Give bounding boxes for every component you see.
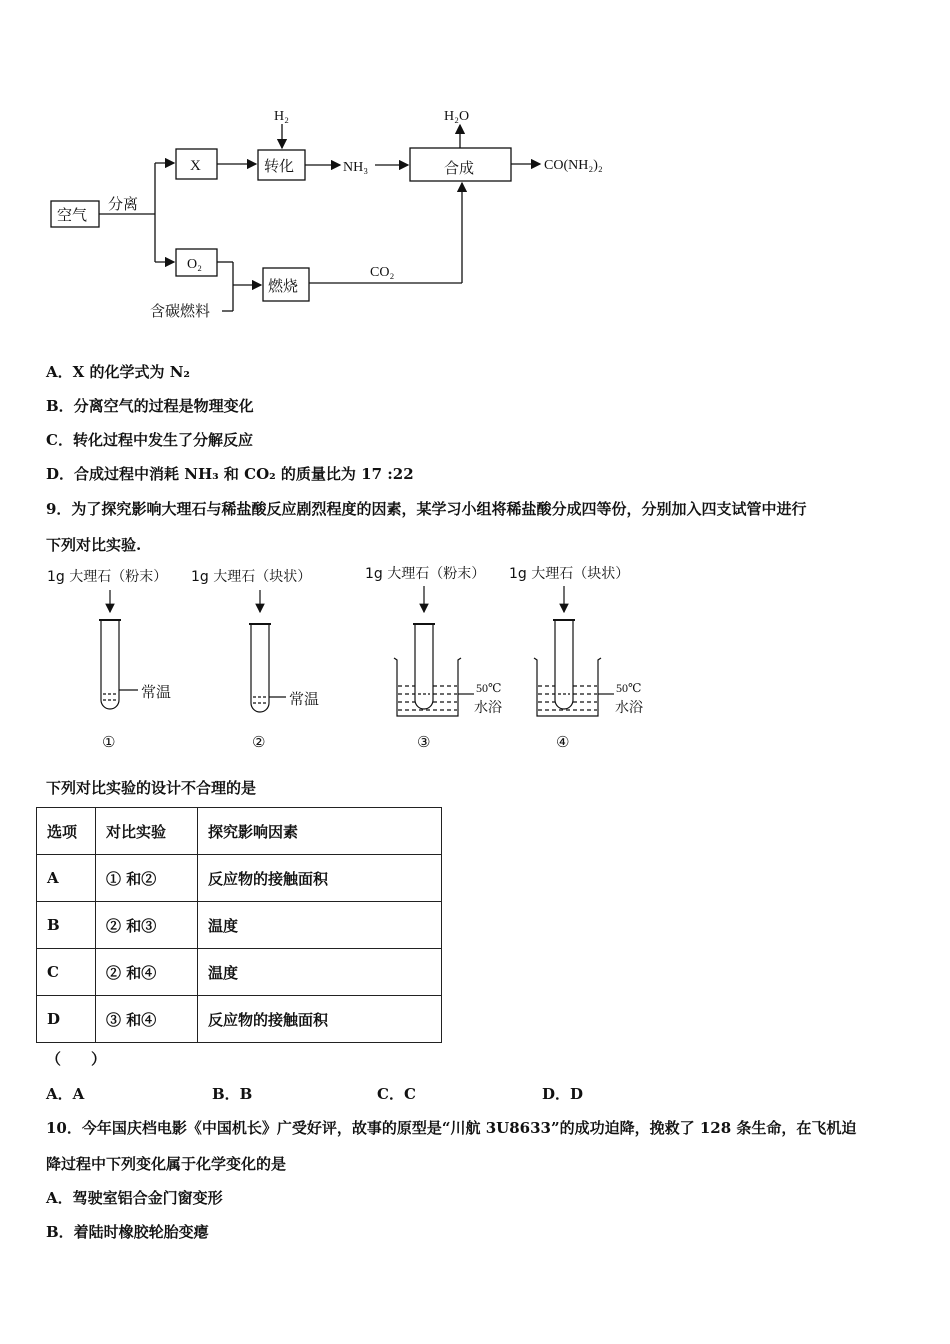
x-label: X [190, 158, 201, 174]
q9-question: 下列对比实验的设计不合理的是 [46, 779, 257, 797]
convert-label: 转化 [264, 157, 295, 175]
table-cell: ① 和② [96, 855, 198, 902]
q8-option-c: C．转化过程中发生了分解反应 [46, 431, 253, 449]
synth-label: 合成 [444, 159, 475, 177]
nh3-label: NH₃ [343, 160, 369, 175]
beaker-4-temp: 50℃ [616, 681, 642, 695]
o2-label: O₂ [187, 257, 202, 272]
table-header-cell: 对比实验 [96, 808, 198, 855]
tube-1-label: 1g 大理石（粉末） [47, 569, 168, 585]
tube-3-label: 1g 大理石（粉末） [365, 566, 486, 582]
beaker-3-temp: 50℃ [476, 681, 502, 695]
q9-option-b: B．B [212, 1085, 253, 1103]
tube-1 [101, 620, 119, 709]
table-cell: D [37, 996, 96, 1043]
table-row [37, 855, 442, 902]
tube-2-number: ② [252, 733, 266, 751]
tube-4 [555, 620, 573, 709]
table-cell: B [37, 902, 96, 949]
tube-1-room-temp: 常温 [141, 683, 172, 701]
table-cell: 温度 [198, 949, 442, 996]
q9-option-d: D．D [542, 1085, 584, 1103]
tube-2 [251, 624, 269, 712]
burn-label: 燃烧 [268, 277, 299, 295]
table-row [37, 902, 442, 949]
table-cell: A [37, 855, 96, 902]
tube-4-number: ④ [556, 733, 570, 751]
q10-option-b: B．着陆时橡胶轮胎变瘪 [46, 1223, 209, 1241]
separate-label: 分离 [108, 195, 139, 213]
table-cell: ② 和④ [96, 949, 198, 996]
table-cell: 反应物的接触面积 [198, 855, 442, 902]
tube-1-number: ① [102, 733, 116, 751]
table-row [37, 996, 442, 1043]
urea-label: CO(NH₂)₂ [544, 158, 603, 173]
table-cell: 温度 [198, 902, 442, 949]
tube-2-room-temp: 常温 [289, 690, 320, 708]
q10-stem-line2: 降过程中下列变化属于化学变化的是 [46, 1155, 287, 1173]
q10-option-a: A．驾驶室铝合金门窗变形 [46, 1189, 223, 1207]
tube-2-label: 1g 大理石（块状） [191, 569, 312, 585]
q9-option-c: C．C [377, 1085, 416, 1103]
table-header-cell: 选项 [37, 808, 96, 855]
comparison-table [36, 807, 442, 1043]
tube-4-label: 1g 大理石（块状） [509, 566, 630, 582]
h2-label: H₂ [274, 109, 289, 124]
table-row [37, 949, 442, 996]
beaker-4-bath: 水浴 [615, 700, 643, 716]
tube-3 [415, 624, 433, 709]
table-cell: 反应物的接触面积 [198, 996, 442, 1043]
q9-stem-line1: 9．为了探究影响大理石与稀盐酸反应剧烈程度的因素，某学习小组将稀盐酸分成四等份，分别加入四支试管中进行 [46, 500, 807, 518]
table-cell: ② 和③ [96, 902, 198, 949]
q8-option-a: A．X 的化学式为 N₂ [46, 363, 191, 381]
fuel-label: 含碳燃料 [150, 302, 211, 320]
q8-option-d: D．合成过程中消耗 NH₃ 和 CO₂ 的质量比为 17 :22 [46, 465, 414, 483]
beaker-3-bath: 水浴 [474, 700, 502, 716]
q8-option-b: B．分离空气的过程是物理变化 [46, 397, 254, 415]
q9-answer-paren: （ ） [46, 1050, 107, 1068]
tube-3-number: ③ [417, 733, 431, 751]
table-header-cell: 探究影响因素 [198, 808, 442, 855]
co2-label: CO₂ [370, 265, 395, 280]
table-header-row [37, 808, 442, 855]
q9-option-a: A．A [46, 1085, 85, 1103]
q10-stem-line1: 10．今年国庆档电影《中国机长》广受好评，故事的原型是“川航 3U8633”的成功迫降，挽救了 128 条生命，在飞机迫 [46, 1119, 857, 1137]
q9-stem-line2: 下列对比实验. [46, 536, 142, 554]
h2o-label: H₂O [444, 109, 470, 124]
table-cell: C [37, 949, 96, 996]
table-cell: ③ 和④ [96, 996, 198, 1043]
air-label: 空气 [57, 206, 88, 224]
